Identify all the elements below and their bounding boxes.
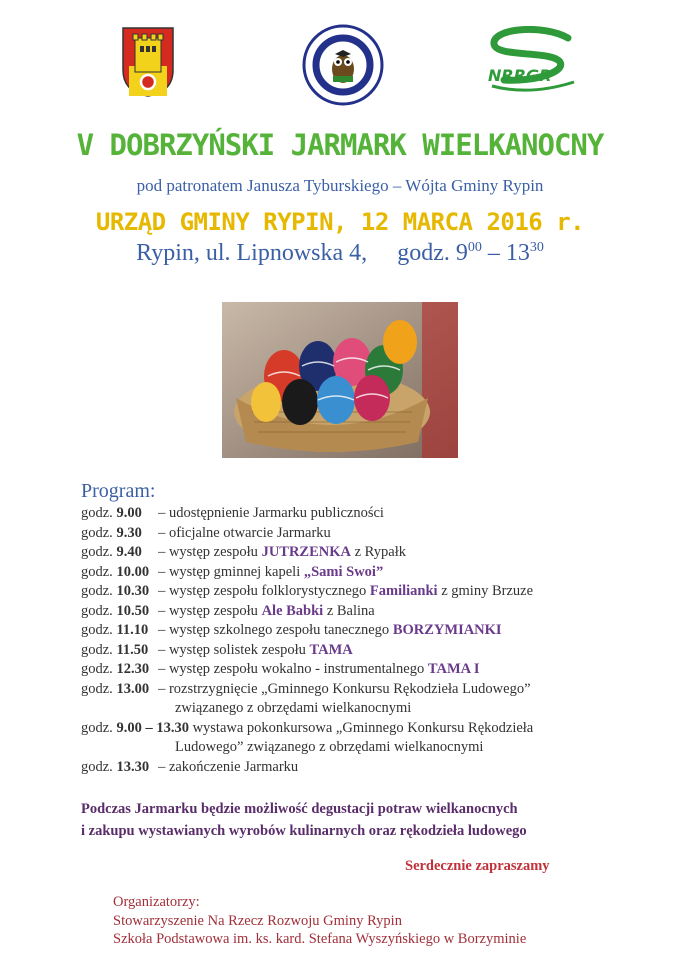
program-item-prefix: godz. [81,661,113,677]
program-item-hl: TAMA [309,641,353,658]
rypin-coat-of-arms-logo [121,26,175,98]
program-item-time: 12.30 [116,661,150,677]
program-item-pre: – występ szkolnego zespołu tanecznego [158,622,393,638]
program-item-hl: Familianki [369,583,438,599]
program-list [81,504,641,777]
nrrgr-logo-text: NRRGR [488,66,552,85]
program-item-prefix: godz. [81,758,113,775]
program-item-prefix: godz. [81,544,113,560]
date-line: URZĄD GMINY RYPIN, 12 MARCA 2016 r. [95,208,585,236]
program-item [81,602,641,622]
program-item [81,563,641,583]
note-line: Podczas Jarmarku będzie możliwość degustacji potraw wielkanocnych [81,801,518,817]
program-item-prefix: godz. [81,505,113,521]
program-item-hl: „Sami Swoi” [303,563,384,580]
program-item [81,621,641,641]
program-item-prefix: godz. [81,602,113,619]
program-item-time: 13.00 [116,680,150,697]
program-item-pre: – występ zespołu wokalno - instrumentalnego [158,661,428,677]
program-item-pre: – występ zespołu folklorystycznego [158,583,370,599]
program-item-hl: JUTRZENKA [261,544,351,560]
program-item [81,660,641,680]
program-item-pre: – oficjalne otwarcie Jarmarku [158,524,331,541]
hours: godz. $9^{00} - 13^{30}$ [397,240,544,266]
program-item-time: 11.10 [116,622,149,638]
program-item [81,504,641,524]
school-owl-logo [302,24,384,106]
program-item [81,719,641,739]
organizers-label: Organizatorzy: [113,894,200,910]
page-title: V DOBRZYŃSKI JARMARK WIELKANOCNY [76,128,604,162]
program-item-pre: – występ zespołu [158,544,262,560]
program-item-hl: BORZYMIANKI [392,622,502,638]
program-item [81,699,641,719]
program-item-prefix: godz. [81,583,113,599]
easter-eggs-basket-photo [222,302,458,458]
invitation: Serdecznie zapraszamy [405,858,550,874]
program-item-prefix: godz. [81,563,113,580]
program-item-pre: – występ gminnej kapeli [158,563,304,580]
tasting-note [81,798,527,842]
program-item-time: 11.50 [116,641,149,658]
note-line: i zakupu wystawianych wyrobów kulinarnych oraz rękodzieła ludowego [81,823,527,839]
program-item [81,680,641,700]
program-item-time: 10.00 [116,563,150,580]
program-item [81,641,641,661]
organizers [113,893,526,949]
program-item [81,582,641,602]
program-item-post: z gminy Brzuze [437,583,534,599]
program-item-prefix: godz. [81,641,113,658]
program-item-pre: – rozstrzygnięcie „Gminnego Konkursu Rękodzieła Ludowego” [158,680,531,697]
program-item-pre: wystawa pokonkursowa „Gminnego Konkursu Rękodzieła [192,719,534,736]
program-item [81,543,641,563]
organizer-2: Szkoła Podstawowa im. ks. kard. Stefana Wyszyńskiego w Borzyminie [113,931,527,947]
organizer-1: Stowarzyszenie Na Rzecz Rozwoju Gminy Rypin [113,912,402,929]
program-item-prefix: godz. [81,622,113,638]
program-heading: Program: [81,480,156,502]
program-item-pre: – udostępnienie Jarmarku publiczności [158,505,384,521]
program-item [81,524,641,544]
program-item-pre: Ludowego” związanego z obrzędami wielkanocnymi [175,739,484,755]
program-item [81,758,641,778]
program-item-time: 10.50 [116,602,150,619]
program-item-prefix: godz. [81,719,113,736]
program-item-pre: – występ solistek zespołu [158,641,310,658]
program-item-pre: związanego z obrzędami wielkanocnymi [175,700,412,716]
program-item-hl: Ale Babki [261,602,324,619]
program-item-time: 9.00 [116,505,142,521]
program-item-time: 13.30 [116,758,150,775]
place: Rypin, ul. Lipnowska 4, [136,240,368,266]
program-item [81,738,641,758]
program-item-time: 9.30 [116,524,142,541]
place-and-hours [0,240,680,267]
program-item-pre: – występ zespołu [158,602,262,619]
program-item-hl: TAMA I [427,661,480,677]
program-item-pre: – zakończenie Jarmarku [158,758,299,775]
program-item-prefix: godz. [81,524,113,541]
program-item-time: 10.30 [116,583,150,599]
program-item-prefix: godz. [81,680,113,697]
program-item-time: 9.00 – 13.30 [116,719,189,736]
program-item-post: z Rypałk [351,544,406,560]
subtitle: pod patronatem Janusza Tyburskiego – Wójta Gminy Rypin [136,176,544,195]
program-item-time: 9.40 [116,544,142,560]
program-item-post: z Balina [323,602,375,619]
